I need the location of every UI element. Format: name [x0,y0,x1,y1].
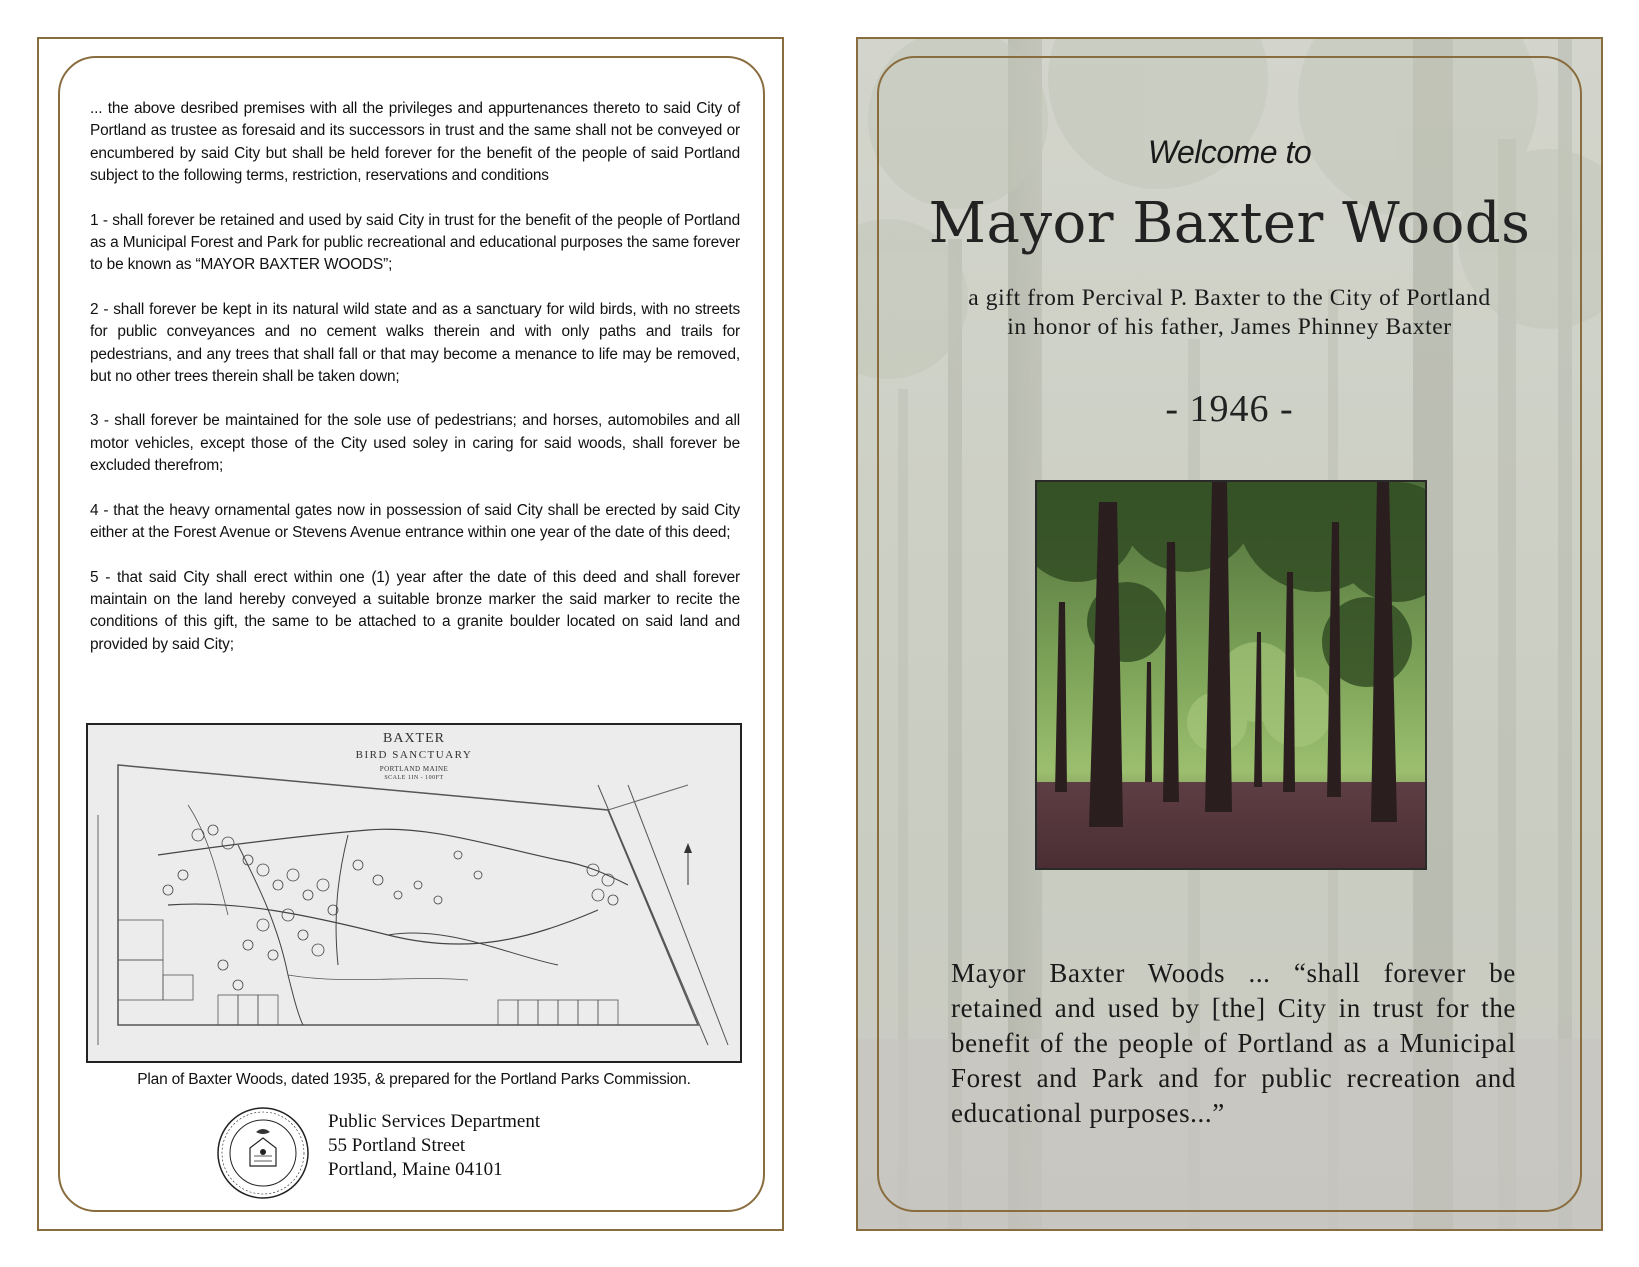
page-title: Mayor Baxter Woods [928,191,1531,256]
forest-photo [1035,480,1427,870]
city-of-portland-seal-icon [216,1106,310,1200]
deed-condition-1: 1 - shall forever be retained and used by said City in trust for the benefit of the people of Portland as a Municipal Forest and Park for public recreational and educational purposes the same forever to be known as “MAYOR BAXTER WOODS”; [90,211,740,274]
deed-condition-2: 2 - shall forever be kept in its natural wild state and as a sanctuary for wild birds, with no streets for public conveyances and no cement walks therein and with only paths and trails for pedestrians, and any trees that shall fall or that may become a menance to life may be removed, but no other trees therein shall be taken down; [90,300,740,386]
cover-panel [856,37,1603,1231]
subtitle [858,284,1601,342]
baxter-woods-plan-map [86,723,742,1063]
address-street: 55 Portland Street [328,1135,466,1156]
deed-condition-5: 5 - that said City shall erect within one (1) year after the date of this deed and shall forever maintain on the land hereby conveyed a suitable bronze marker the said marker to recite the conditions of this gift, the same to be attached to a granite boulder located on said land and provided by said City; [90,568,740,653]
deed-condition-3: 3 - shall forever be maintained for the sole use of pedestrians; and horses, automobiles and all motor vehicles, except those of the City used soley in caring for said woods, shall forever be excluded therefrom; [90,412,740,475]
deed-panel-frame [58,56,765,1212]
deed-text [90,98,740,678]
map-title: BAXTER [383,731,445,746]
subtitle-line-1: a gift from Percival P. Baxter to the City of Portland [968,285,1491,311]
forest-photo-image [1037,482,1425,868]
address-city: Portland, Maine 04101 [328,1159,503,1180]
map-scale: SCALE 1IN - 100FT [384,775,444,781]
year-label: - 1946 - [1165,388,1294,430]
map-subtitle: BIRD SANCTUARY [355,749,473,761]
deed-panel [37,37,784,1231]
map-caption: Plan of Baxter Woods, dated 1935, & prepared for the Portland Parks Commission. [137,1071,691,1088]
department-address [328,1110,540,1182]
welcome-text: Welcome to [1147,134,1312,170]
deed-paragraph-intro: ... the above desribed premises with all the privileges and appurtenances thereto to said City of Portland as trustee as foresaid and its successors in trust and the same shall not be conveyed or encumbered by said City but shall be held forever for the benefit of the people of said Portland subject to the following terms, restriction, reservations and conditions [90,100,740,185]
subtitle-line-2: in honor of his father, James Phinney Baxter [1007,314,1452,340]
address-department: Public Services Department [328,1111,541,1132]
map-location: PORTLAND MAINE [379,765,449,773]
deed-condition-4: 4 - that the heavy ornamental gates now in possession of said City shall be erected by said City either at the Forest Avenue or Stevens Avenue entrance within one year of the date of this deed; [90,501,740,542]
dedication-quote: Mayor Baxter Woods ... “shall forever be retained and used by [the] City in trust for the benefit of the people of Portland as a Municipal Forest and Park and for public recreation and educational purposes...” [951,958,1516,1128]
